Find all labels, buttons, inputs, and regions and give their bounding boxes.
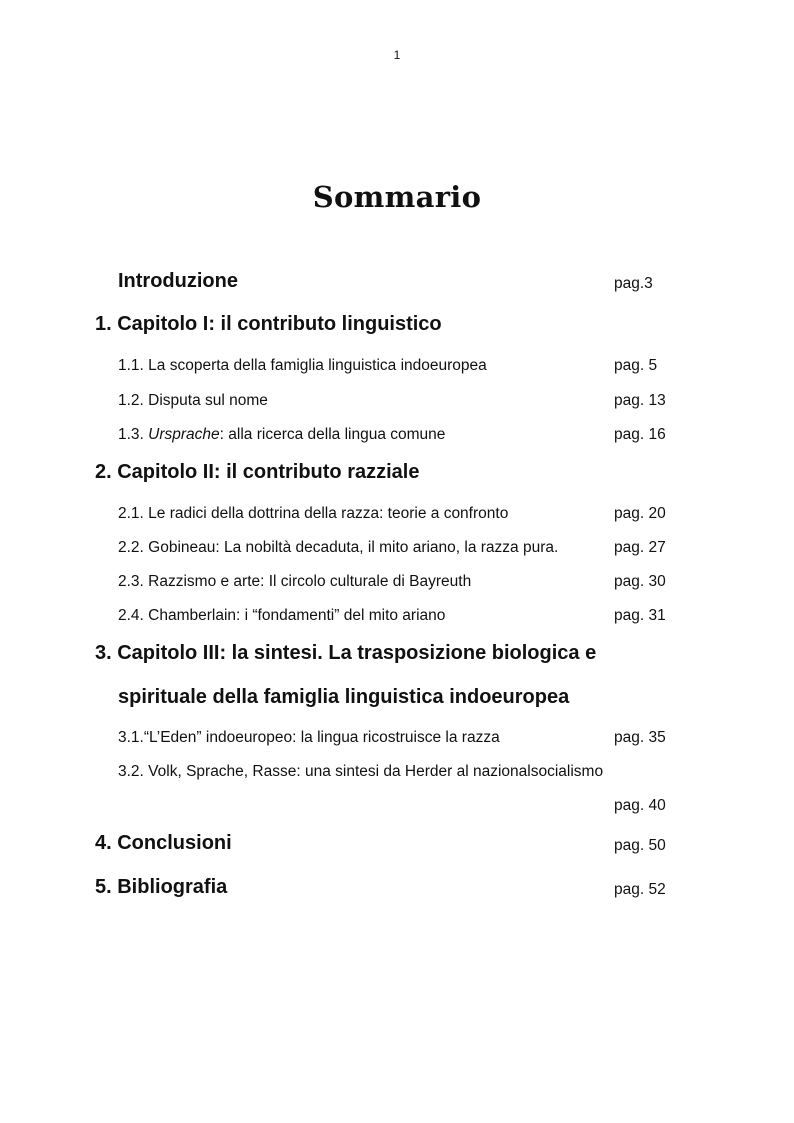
toc-section-2-1[interactable]: 2.1. Le radici della dottrina della razza: teorie a confronto [118,505,509,522]
toc-section-3-1[interactable]: 3.1.“L’Eden” indoeuropeo: la lingua ricostruisce la razza [118,729,500,746]
toc-chapter-1[interactable]: 1. Capitolo I: il contributo linguistico [95,313,442,335]
toc-chapter-3[interactable]: 3. Capitolo III: la sintesi. La trasposizione biologica e [95,642,597,664]
toc-section-1-3-rest: : alla ricerca della lingua comune [219,426,446,443]
toc-section-1-3-prefix: 1.3. [118,426,149,443]
toc-section-2-3[interactable]: 2.3. Razzismo e arte: Il circolo culturale di Bayreuth [118,573,472,590]
toc-page-2-2: pag. 27 [614,539,666,556]
toc-page-4: pag. 50 [614,837,666,854]
toc-page-1-2: pag. 13 [614,392,666,409]
toc-section-1-1[interactable]: 1.1. La scoperta della famiglia linguistica indoeuropea [118,357,487,374]
toc-page-1-1: pag. 5 [614,357,658,374]
toc-page-1-3: pag. 16 [614,426,666,443]
toc-page-3-1: pag. 35 [614,729,666,746]
toc-section-1-3-italic: Ursprache [148,426,220,443]
toc-page-3-2: pag. 40 [614,797,666,814]
toc-page-2-4: pag. 31 [614,607,666,624]
toc-section-1-2[interactable]: 1.2. Disputa sul nome [118,392,268,409]
toc-page-introduzione: pag.3 [614,275,653,292]
toc-section-1-3[interactable] [118,426,445,444]
toc-section-2-4[interactable]: 2.4. Chamberlain: i “fondamenti” del mito ariano [118,607,446,624]
page-number: 1 [393,48,401,62]
toc-section-2-2[interactable]: 2.2. Gobineau: La nobiltà decaduta, il mito ariano, la razza pura. [118,539,559,556]
toc-section-3-2[interactable]: 3.2. Volk, Sprache, Rasse: una sintesi da Herder al nazionalsocialismo [118,763,604,780]
toc-page-2-1: pag. 20 [614,505,666,522]
toc-page-2-3: pag. 30 [614,573,666,590]
toc-chapter-4[interactable]: 4. Conclusioni [95,832,232,854]
toc-entry-introduzione[interactable]: Introduzione [118,270,238,292]
toc-chapter-3-continued[interactable]: spirituale della famiglia linguistica indoeuropea [118,686,570,708]
toc-chapter-2[interactable]: 2. Capitolo II: il contributo razziale [95,461,420,483]
toc-chapter-5[interactable]: 5. Bibliografia [95,876,228,898]
toc-page-5: pag. 52 [614,881,666,898]
page-title: Sommario [312,180,482,214]
